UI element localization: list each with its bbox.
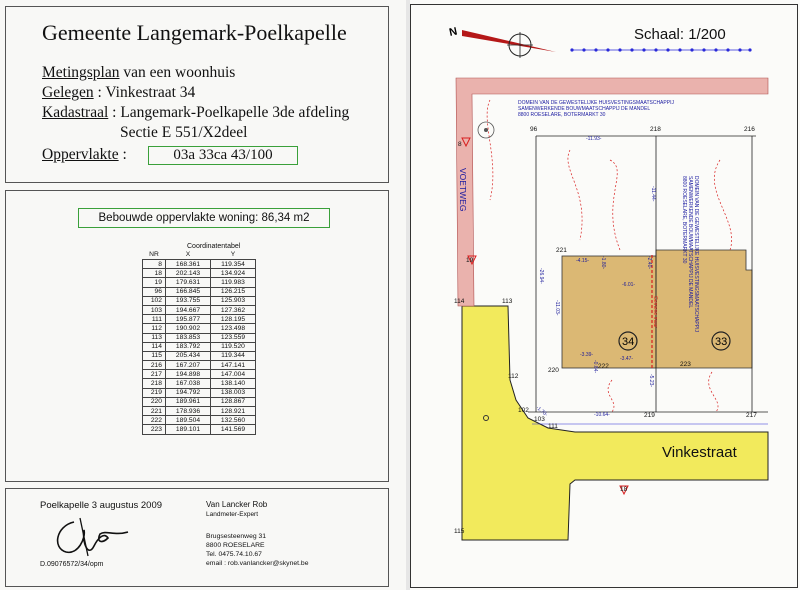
oppervlakte-value: 03a 33ca 43/100 xyxy=(148,146,298,165)
cell-x: 167.207 xyxy=(166,361,211,370)
cell-y: 123.559 xyxy=(211,333,256,342)
header-y: Y xyxy=(230,251,236,258)
point-218: 218 xyxy=(650,126,661,133)
drainage-line xyxy=(608,380,614,412)
cell-nr: 220 xyxy=(143,397,166,406)
cell-nr: 115 xyxy=(143,351,166,360)
metingsplan-label: Metingsplan xyxy=(42,64,120,81)
map-scale: Schaal: 1/200 xyxy=(634,26,726,43)
cell-y: 119.354 xyxy=(211,260,256,269)
cell-y: 128.195 xyxy=(211,315,256,324)
drainage-line xyxy=(568,150,582,240)
cell-x: 183.853 xyxy=(166,333,211,342)
point-220: 220 xyxy=(548,367,559,374)
drainage-line xyxy=(487,100,493,200)
cell-nr: 112 xyxy=(143,324,166,333)
house-34-outline xyxy=(562,256,656,368)
surveyor-name: Van Lancker Rob xyxy=(206,500,268,509)
cell-y: 141.569 xyxy=(211,425,256,434)
point-217: 217 xyxy=(746,412,757,419)
owner-top-line: 8800 ROESELARE, BOTERMARKT 30 xyxy=(518,112,606,118)
email-address: email : rob.vanlancker@skynet.be xyxy=(206,560,309,567)
point-223: 223 xyxy=(680,361,691,368)
dim-11-44: -11.44- xyxy=(650,186,656,202)
house-33-number: 33 xyxy=(715,336,728,348)
cell-nr: 217 xyxy=(143,370,166,379)
cell-y: 125.903 xyxy=(211,296,256,305)
sectie-line: Sectie E 551/X2deel xyxy=(120,124,248,141)
cell-y: 134.924 xyxy=(211,269,256,278)
cell-nr: 8 xyxy=(143,260,166,269)
cell-x: 194.898 xyxy=(166,370,211,379)
party-wall-label: Gemene muur xyxy=(652,296,658,328)
municipality-title: Gemeente Langemark-Poelkapelle xyxy=(42,20,347,45)
dim-3-47: -3.47- xyxy=(620,356,634,362)
house-33-outline xyxy=(656,250,752,368)
cell-y: 128.921 xyxy=(211,407,256,416)
cell-y: 138.140 xyxy=(211,379,256,388)
cell-nr: 221 xyxy=(143,407,166,416)
cell-y: 123.498 xyxy=(211,324,256,333)
cell-y: 119.983 xyxy=(211,278,256,287)
cell-x: 194.792 xyxy=(166,388,211,397)
point-219: 219 xyxy=(644,412,655,419)
dim-3-39: -3.39- xyxy=(580,352,594,358)
cell-x: 168.361 xyxy=(166,260,211,269)
cell-x: 205.434 xyxy=(166,351,211,360)
oppervlakte-label: Oppervlakte xyxy=(42,146,119,163)
phone-number: Tel. 0475.74.10.67 xyxy=(206,551,262,558)
cell-nr: 216 xyxy=(143,361,166,370)
dim-4-15: -4.15- xyxy=(576,258,590,264)
cell-nr: 223 xyxy=(143,425,166,434)
drainage-line xyxy=(709,372,718,412)
point-18: 18 xyxy=(620,486,628,493)
cell-y: 132.560 xyxy=(211,416,256,425)
cell-nr: 96 xyxy=(143,287,166,296)
cell-nr: 218 xyxy=(143,379,166,388)
cell-nr: 102 xyxy=(143,296,166,305)
metingsplan-value: van een woonhuis xyxy=(119,64,236,81)
owner-top-line: SAMENWERKENDE BOUWMAATSCHAPPIJ DE MANDEL xyxy=(518,106,651,112)
north-arrow-icon xyxy=(462,30,556,58)
cell-x: 189.961 xyxy=(166,397,211,406)
cell-x: 202.143 xyxy=(166,269,211,278)
built-area-label: Bebouwde oppervlakte woning: 86,34 m2 xyxy=(78,208,330,228)
drainage-line xyxy=(610,160,620,250)
dim-0-84: -0.84- xyxy=(592,360,598,374)
point-221: 221 xyxy=(556,247,567,254)
dim-5-23: -5.23- xyxy=(648,374,654,388)
owner-right-line: 8800 ROESELARE, BOTERMARKT 30 xyxy=(681,176,687,264)
owner-top-line: DOMEIN VAN DE GEWESTELIJKE HUISVESTINGSMAATSCHAPPIJ xyxy=(518,100,674,106)
gelegen-value: : Vinkestraat 34 xyxy=(93,84,196,101)
cell-x: 194.667 xyxy=(166,305,211,314)
point-103: 103 xyxy=(534,416,545,423)
place-date: Poelkapelle 3 augustus 2009 xyxy=(40,500,163,511)
dim-10-64: -10.64- xyxy=(594,412,610,418)
point-19: 19 xyxy=(466,257,474,264)
dim-1-70: -1.70- xyxy=(534,404,549,418)
cell-x: 195.877 xyxy=(166,315,211,324)
cell-y: 138.003 xyxy=(211,388,256,397)
cell-nr: 113 xyxy=(143,333,166,342)
dim-2-40: -2.40- xyxy=(646,256,652,270)
cell-x: 193.755 xyxy=(166,296,211,305)
owner-right-line: DOMEIN VAN DE GEWESTELIJKE HUISVESTINGSMAATSCHAPPIJ xyxy=(693,176,699,332)
dim-1-80: -1.80- xyxy=(600,256,606,270)
point-102: 102 xyxy=(518,407,529,414)
address-street: Brugsesteenweg 31 xyxy=(206,533,267,540)
cell-x: 179.631 xyxy=(166,278,211,287)
point-112: 112 xyxy=(508,373,519,380)
header-nr: NR xyxy=(149,251,159,258)
kadastraal-label: Kadastraal xyxy=(42,104,109,121)
owner-right-line: SAMENWERKENDE BOUWMAATSCHAPPIJ DE MANDEL xyxy=(687,176,693,309)
footpath-label: VOETWEG xyxy=(458,168,468,212)
owner-top-label xyxy=(518,100,674,118)
gelegen-label: Gelegen xyxy=(42,84,94,101)
cell-x: 190.902 xyxy=(166,324,211,333)
cell-nr: 18 xyxy=(143,269,166,278)
drainage-line xyxy=(714,160,731,250)
dim-26-94: -26.94- xyxy=(538,268,544,284)
dim-6-01: -6.01- xyxy=(622,282,636,288)
cell-y: 119.520 xyxy=(211,342,256,351)
cell-y: 128.867 xyxy=(211,397,256,406)
dim-11-93: -11.93- xyxy=(586,136,602,142)
cell-nr: 19 xyxy=(143,278,166,287)
coordinate-table-title: Coordinatentabel xyxy=(187,243,241,250)
dim-11-03: -11.03- xyxy=(554,300,560,316)
cell-y: 126.215 xyxy=(211,287,256,296)
cell-x: 166.845 xyxy=(166,287,211,296)
point-216: 216 xyxy=(744,126,755,133)
cell-y: 147.004 xyxy=(211,370,256,379)
cell-y: 147.141 xyxy=(211,361,256,370)
cell-x: 178.936 xyxy=(166,407,211,416)
cell-nr: 111 xyxy=(143,315,166,324)
cell-x: 189.101 xyxy=(166,425,211,434)
cell-y: 127.362 xyxy=(211,305,256,314)
cell-nr: 219 xyxy=(143,388,166,397)
address-city: 8800 ROESELARE xyxy=(206,542,265,549)
reference-number: D.09076572/34/opm xyxy=(40,561,104,568)
header-x: X xyxy=(185,251,191,258)
cell-y: 119.344 xyxy=(211,351,256,360)
cell-nr: 222 xyxy=(143,416,166,425)
point-111: 111 xyxy=(548,423,558,430)
cell-nr: 103 xyxy=(143,305,166,314)
cell-x: 167.038 xyxy=(166,379,211,388)
point-96: 96 xyxy=(530,126,538,133)
point-8: 8 xyxy=(458,141,462,148)
kadastraal-value: : Langemark-Poelkapelle 3de afdeling xyxy=(108,104,350,121)
cell-x: 183.792 xyxy=(166,342,211,351)
cell-x: 189.504 xyxy=(166,416,211,425)
house-34-number: 34 xyxy=(622,336,635,348)
point-222: 222 xyxy=(598,363,609,370)
point-115: 115 xyxy=(454,528,465,535)
north-label: N xyxy=(448,25,459,39)
point-114: 114 xyxy=(454,298,465,305)
point-113: 113 xyxy=(502,298,513,305)
tree-icon xyxy=(478,122,494,138)
street-name: Vinkestraat xyxy=(662,444,737,461)
surveyor-title: Landmeter-Expert xyxy=(206,511,259,518)
oppervlakte-sep: : xyxy=(118,146,127,163)
cell-nr: 114 xyxy=(143,342,166,351)
